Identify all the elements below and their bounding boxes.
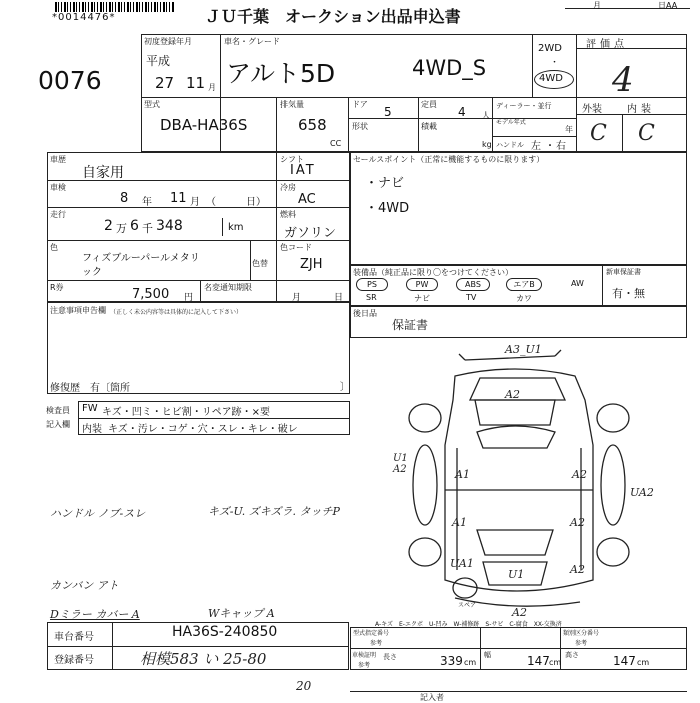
exterior-legend-label: FW [82,403,98,414]
doors-value: 5 [384,105,392,119]
handwritten-note: Dミラー カバー A [50,608,140,621]
registration-number: 相模583 い 25-80 [140,650,267,668]
barcode-number: *0014476* [52,12,116,23]
recycle-unit: 円 [184,293,194,303]
handle-left: 左 [531,141,541,152]
equip-leather: カワ [516,294,532,303]
car-damage-diagram [395,340,685,612]
equip-ps: PS [356,278,388,291]
transfer-day-unit: 日 [334,293,344,303]
fuel-value: ガソリン [284,226,337,241]
registration-label: 登録番号 [54,655,94,666]
registration-month: 11 [186,74,206,92]
exterior-score: C [590,121,607,146]
repair-history-close: 〕 [340,382,350,393]
width-value: 147 [527,654,550,668]
type-cert-sub: 参考 [370,640,383,647]
class-num-sub: 参考 [575,640,588,647]
model-label: 型式 [144,100,160,109]
color-value-line1: フィズブルーパールメタリ [82,253,200,264]
damage-mark: U1 A2 [393,453,408,475]
model-year-unit: 年 [565,125,573,134]
mileage-man-unit: 万 [116,222,127,235]
footer-partial: 記入者 [420,693,444,702]
barcode [55,2,175,12]
interior-label: 内装 [627,104,655,115]
inspection-year: 8 [120,191,129,206]
width-label: 幅 [484,651,491,659]
era: 平成 [146,54,171,68]
color-change-label: 色替 [252,259,268,268]
equipment-label: 装備品（純正品に限り〇をつけてください） [353,268,513,277]
mileage-unit: km [228,222,244,233]
dimensions-cert-label: 車検証明 [352,652,377,659]
car-name: アルト5D [226,59,336,88]
inspection-month: 11 [170,191,187,206]
aircon-label: 冷房 [280,183,296,192]
length-unit: cm [464,658,477,667]
displacement-unit: CC [330,139,342,148]
new-car-cert-label: 新車保証書 [606,268,641,276]
equip-navi: ナビ [414,294,430,303]
inspection-month-unit: 月 [190,197,200,208]
equip-tv: TV [466,293,477,302]
recycle-label: R券 [50,283,64,292]
new-car-cert-value: 有・無 [612,287,645,300]
color-code-label: 色コード [280,243,312,252]
handle-label: ハンドル [496,141,524,149]
interior-score: C [638,121,655,146]
inspector-label-1: 検査員 [46,406,70,415]
color-code-value: ZJH [300,257,323,272]
car-grade: 4WD_S [412,56,487,80]
registration-year: 27 [155,74,175,92]
sales-point-item: ・ナビ [365,176,405,191]
mileage-man: 2 [104,218,113,234]
score-label: 評価点 [586,39,628,50]
handle-separator: ・ [545,141,555,152]
displacement-label: 排気量 [280,100,304,109]
model-code: DBA-HA36S [160,116,248,134]
aircon-value: AC [298,192,316,207]
damage-mark: A3_U1 [505,343,542,356]
day-aa-label: 日AA [658,1,678,10]
lot-number: 0076 [38,66,102,95]
height-value: 147 [613,654,636,668]
mileage-rest: 348 [156,218,183,234]
usage-value: 自家用 [82,165,124,181]
dealer-label: ディーラー・並行 [496,102,552,110]
dimensions-ref-label: 参考 [358,662,371,669]
drive-2wd: 2WD [538,43,562,54]
inspection-label: 車検 [50,183,66,192]
damage-mark: A1 [452,516,467,529]
page-title: ＪＵ千葉 オークション出品申込書 [205,7,461,26]
usage-label: 車歴 [50,155,66,164]
handle-right: 右 [556,141,566,152]
spare-label: スペア [458,602,477,609]
type-cert-label: 型式指定番号 [353,630,390,637]
damage-mark: A2 [505,388,520,401]
shift-value: IAT [290,163,316,178]
capacity-label: 定員 [421,100,437,109]
inspector-label-2: 記入欄 [46,420,70,429]
equip-airbag: エアB [506,278,542,291]
damage-mark: UA1 [450,557,474,570]
first-registration-label: 初度登録年月 [144,37,192,46]
mileage-sen-unit: 千 [142,222,153,235]
interior-legend-items: キズ・汚レ・コゲ・穴・スレ・キレ・破レ [108,424,298,435]
color-value-line2: ック [82,267,102,278]
repair-history-label: 修復歴 有〔箇所 [50,383,130,394]
name-grade-label: 車名・グレード [224,37,280,46]
damage-legend: A-キズ E-エクボ U-凹み W-補修跡 S-サビ C-腐食 XX-交換済 [375,621,562,628]
equip-pw: PW [406,278,438,291]
class-num-label: 類別区分番号 [563,630,600,637]
score-value: 4 [612,60,634,100]
width-unit: cm [549,658,562,667]
chassis-label: 車台番号 [54,632,94,643]
inspection-day: （ 日） [206,197,266,208]
damage-mark: A2 [512,606,527,619]
mileage-sen: 6 [130,218,139,234]
mileage-label: 走行 [50,210,66,219]
month-label: 月 [593,1,601,10]
damage-mark: A2 [570,516,585,529]
registration-month-unit: 月 [208,83,216,92]
interior-legend-label: 内装 [82,424,102,435]
equip-sr: SR [366,293,377,302]
handwritten-note: カンバン アト [50,579,119,592]
load-label: 積載 [421,122,437,131]
color-label: 色 [50,243,58,252]
sales-point-item: ・4WD [365,201,410,216]
length-label: 長さ [383,653,397,661]
shift-label: シフト [280,155,304,164]
damage-mark: UA2 [630,486,654,499]
drive-4wd: 4WD [539,73,563,84]
inspection-year-unit: 年 [142,197,152,208]
model-year-label: モデル年式 [496,119,526,126]
damage-mark: U1 [508,568,525,581]
handwritten-note: ハンドル ノブ-スレ [50,507,146,520]
height-label: 高さ [565,651,579,659]
equip-aw: AW [571,279,584,288]
drive-separator: ・ [550,58,560,68]
shape-label: 形状 [352,122,368,131]
notes-subnote: （正しく未公内容等は具体的に記入して下さい） [110,309,243,316]
capacity-unit: 人 [482,111,490,120]
recycle-value: 7,500 [132,287,170,302]
rear-items-label: 後日品 [353,309,377,318]
transfer-month-unit: 月 [292,293,302,303]
chassis-number: HA36S-240850 [172,624,278,640]
damage-mark: A2 [572,468,587,481]
displacement-value: 658 [298,116,327,134]
damage-mark: A1 [455,468,470,481]
handwritten-note: Wキャップ A [208,607,275,620]
page-number: 20 [296,679,312,693]
notes-label: 注意事項申告欄 [50,306,106,315]
damage-mark: A2 [570,563,585,576]
load-unit: kg [482,140,492,149]
transfer-label: 名変通知期限 [204,283,252,292]
rear-items-value: 保証書 [392,318,429,332]
sales-points-label: セールスポイント（正常に機能するものに限ります） [353,155,545,164]
height-unit: cm [637,658,650,667]
exterior-legend-items: キズ・凹ミ・ヒビ割・リペア跡・×要 [102,407,270,418]
length-value: 339 [440,654,463,668]
handwritten-note: キズ-U. ズキズラ. タッチP [208,505,340,518]
doors-label: ドア [352,100,368,109]
fuel-label: 燃料 [280,210,296,219]
capacity-value: 4 [458,105,466,119]
equip-abs: ABS [456,278,490,291]
exterior-label: 外装 [582,104,602,115]
